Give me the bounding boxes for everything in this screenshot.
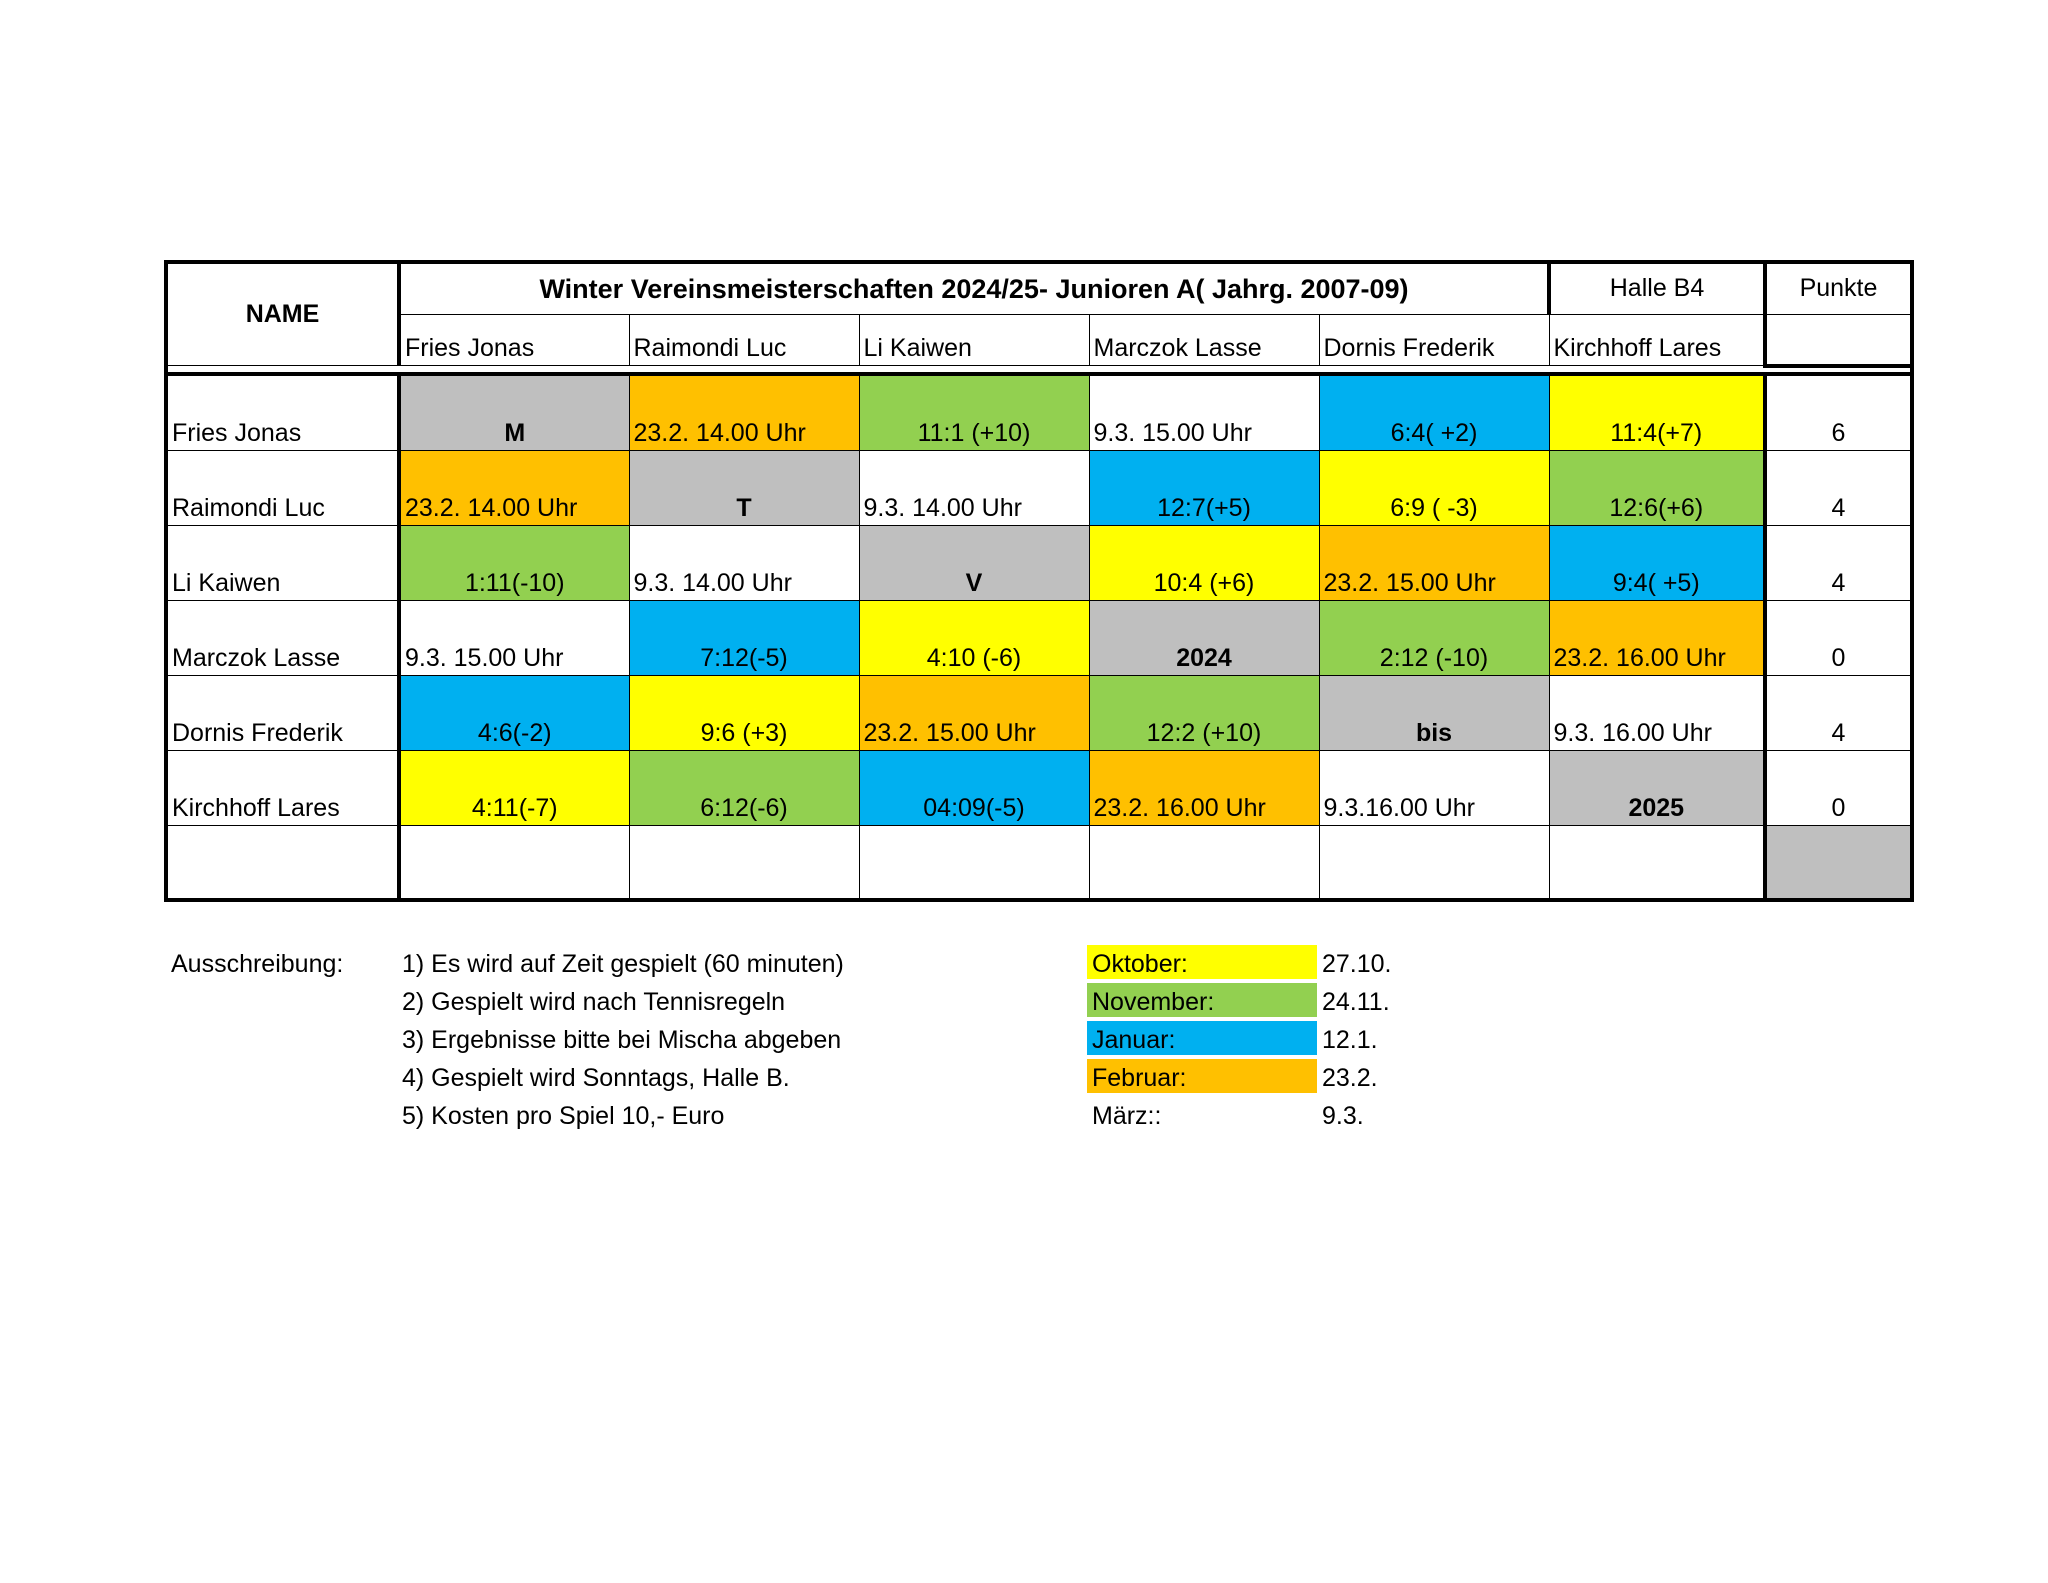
match-cell: bis — [1319, 675, 1549, 750]
legend-date: 23.2. — [1322, 1064, 1378, 1092]
empty-cell — [859, 825, 1089, 900]
separator-cell — [629, 366, 859, 374]
separator-cell — [1549, 366, 1765, 374]
match-cell: 9.3.16.00 Uhr — [1319, 750, 1549, 825]
legend-date: 9.3. — [1322, 1102, 1364, 1130]
rule-item: 3) Ergebnisse bitte bei Mischa abgeben — [402, 1026, 842, 1054]
empty-header-cell — [1765, 315, 1912, 366]
separator-cell — [1765, 366, 1912, 374]
points-cell: 0 — [1765, 600, 1912, 675]
match-cell: 10:4 (+6) — [1089, 525, 1319, 600]
match-cell: 6:4( +2) — [1319, 374, 1549, 451]
match-cell: 2025 — [1549, 750, 1765, 825]
points-cell: 4 — [1765, 450, 1912, 525]
separator-cell — [399, 366, 629, 374]
points-cell: 4 — [1765, 675, 1912, 750]
legend-date: 12.1. — [1322, 1026, 1378, 1054]
empty-cell — [1319, 825, 1549, 900]
match-cell: 23.2. 14.00 Uhr — [629, 374, 859, 451]
table-row — [166, 675, 1912, 750]
schedule-table — [164, 260, 1914, 902]
match-cell: 9.3. 15.00 Uhr — [1089, 374, 1319, 451]
match-cell: 23.2. 15.00 Uhr — [859, 675, 1089, 750]
legend-month: Januar: — [1092, 1026, 1176, 1054]
row-player-name: Marczok Lasse — [166, 600, 399, 675]
column-header-player: Dornis Frederik — [1319, 315, 1549, 366]
column-header-player: Fries Jonas — [399, 315, 629, 366]
legend-date: 24.11. — [1322, 988, 1390, 1016]
hall-label: Halle B4 — [1549, 262, 1765, 315]
match-cell: 12:6(+6) — [1549, 450, 1765, 525]
rule-item: 5) Kosten pro Spiel 10,- Euro — [402, 1102, 725, 1130]
separator-cell — [859, 366, 1089, 374]
match-cell: 4:10 (-6) — [859, 600, 1089, 675]
match-cell: 4:6(-2) — [399, 675, 629, 750]
points-cell: 6 — [1765, 374, 1912, 451]
match-cell: 4:11(-7) — [399, 750, 629, 825]
match-cell: 23.2. 16.00 Uhr — [1089, 750, 1319, 825]
points-cell: 0 — [1765, 750, 1912, 825]
match-cell: 6:12(-6) — [629, 750, 859, 825]
match-cell: 23.2. 14.00 Uhr — [399, 450, 629, 525]
match-cell: 23.2. 15.00 Uhr — [1319, 525, 1549, 600]
empty-cell — [399, 825, 629, 900]
column-header-player: Marczok Lasse — [1089, 315, 1319, 366]
match-cell: 1:11(-10) — [399, 525, 629, 600]
name-header: NAME — [166, 262, 399, 366]
legend-month: Oktober: — [1092, 950, 1188, 978]
empty-cell — [1765, 825, 1912, 900]
match-cell: 9.3. 15.00 Uhr — [399, 600, 629, 675]
empty-cell — [166, 825, 399, 900]
match-cell: 2024 — [1089, 600, 1319, 675]
rule-item: 4) Gespielt wird Sonntags, Halle B. — [402, 1064, 790, 1092]
match-cell: T — [629, 450, 859, 525]
match-cell: 2:12 (-10) — [1319, 600, 1549, 675]
legend-month: November: — [1092, 988, 1215, 1016]
match-cell: 9.3. 14.00 Uhr — [629, 525, 859, 600]
empty-row — [166, 825, 1912, 900]
legend-month: Februar: — [1092, 1064, 1187, 1092]
row-player-name: Kirchhoff Lares — [166, 750, 399, 825]
row-player-name: Dornis Frederik — [166, 675, 399, 750]
match-cell: M — [399, 374, 629, 451]
match-cell: 04:09(-5) — [859, 750, 1089, 825]
match-cell: 11:1 (+10) — [859, 374, 1089, 451]
match-cell: 9:6 (+3) — [629, 675, 859, 750]
match-cell: 7:12(-5) — [629, 600, 859, 675]
table-row — [166, 600, 1912, 675]
match-cell: V — [859, 525, 1089, 600]
separator-cell — [1319, 366, 1549, 374]
row-player-name: Li Kaiwen — [166, 525, 399, 600]
rule-item: 1) Es wird auf Zeit gespielt (60 minuten) — [402, 950, 844, 978]
match-cell: 6:9 ( -3) — [1319, 450, 1549, 525]
separator-cell — [1089, 366, 1319, 374]
rule-item: 2) Gespielt wird nach Tennisregeln — [402, 988, 786, 1016]
match-cell: 9.3. 16.00 Uhr — [1549, 675, 1765, 750]
match-cell: 23.2. 16.00 Uhr — [1549, 600, 1765, 675]
rules-label: Ausschreibung: — [171, 950, 344, 978]
match-cell: 11:4(+7) — [1549, 374, 1765, 451]
legend-month: März:: — [1092, 1102, 1162, 1130]
table-row — [166, 374, 1912, 451]
match-cell: 9.3. 14.00 Uhr — [859, 450, 1089, 525]
match-cell: 12:7(+5) — [1089, 450, 1319, 525]
legend-date: 27.10. — [1322, 950, 1392, 978]
table-row — [166, 450, 1912, 525]
column-header-player: Kirchhoff Lares — [1549, 315, 1765, 366]
row-player-name: Fries Jonas — [166, 374, 399, 451]
column-header-player: Raimondi Luc — [629, 315, 859, 366]
table-row — [166, 525, 1912, 600]
separator-cell — [166, 366, 399, 374]
points-header: Punkte — [1765, 262, 1912, 315]
points-cell: 4 — [1765, 525, 1912, 600]
empty-cell — [629, 825, 859, 900]
match-cell: 12:2 (+10) — [1089, 675, 1319, 750]
row-player-name: Raimondi Luc — [166, 450, 399, 525]
empty-cell — [1089, 825, 1319, 900]
empty-cell — [1549, 825, 1765, 900]
column-header-player: Li Kaiwen — [859, 315, 1089, 366]
table-row — [166, 750, 1912, 825]
page-title: Winter Vereinsmeisterschaften 2024/25- Junioren A( Jahrg. 2007-09) — [399, 262, 1549, 315]
match-cell: 9:4( +5) — [1549, 525, 1765, 600]
